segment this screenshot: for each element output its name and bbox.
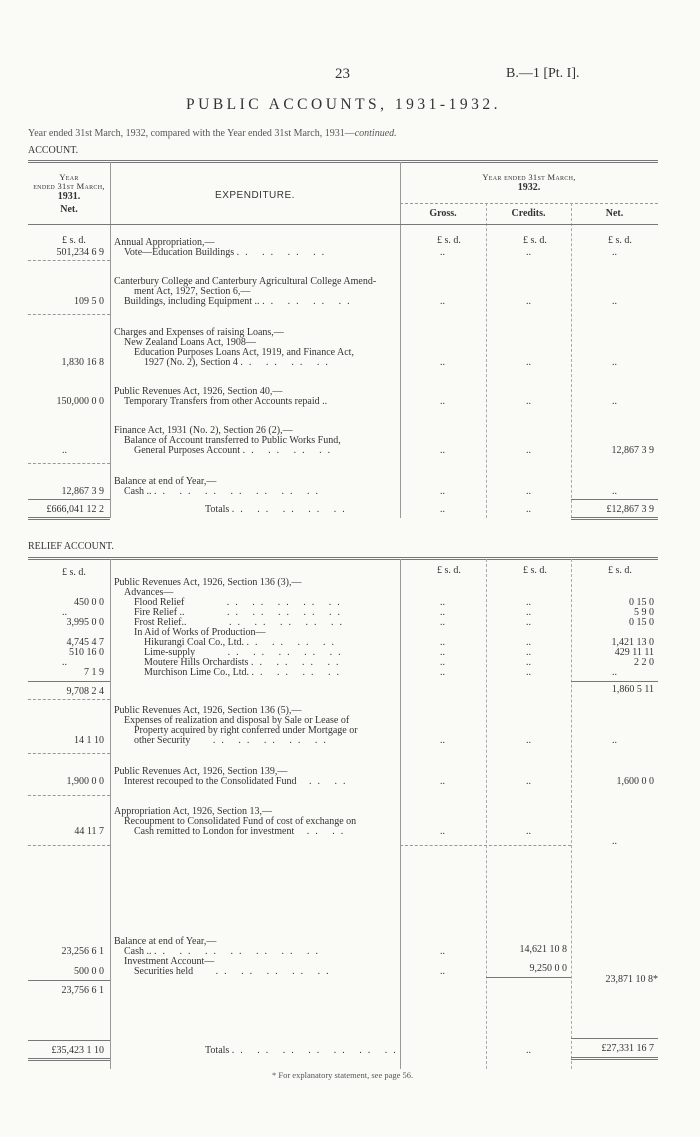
net-value: 23,871 10 8* — [605, 974, 658, 985]
subtotal-net: 1,860 5 11 — [611, 684, 654, 695]
entry-line: Buildings, including Equipment .. .. .. .. .. — [124, 296, 356, 307]
entry-heading: Public Revenues Act, 1926, Section 136 (5),— — [114, 705, 302, 716]
entry-label: other Security — [134, 735, 191, 746]
entry-label: Fire Relief .. — [134, 607, 185, 618]
prev-value: 3,995 0 0 — [66, 617, 104, 628]
entry-heading: Investment Account— — [124, 956, 215, 967]
entry-line: Vote—Education Buildings .. .. .. .. — [124, 247, 331, 258]
document-reference: B.—1 [Pt. I]. — [506, 66, 580, 81]
entry-heading: Property acquired by right conferred under Mortgage or — [134, 725, 358, 736]
entry-heading: Recoupment to Consolidated Fund of cost of exchange on — [124, 816, 357, 827]
net-value: 5 9 0 — [634, 607, 654, 618]
net-value: 2 2 0 — [634, 657, 654, 668]
entry-line: Interest recouped to the Consolidated Fund .. .. — [124, 776, 352, 787]
prev-value: .. — [62, 657, 67, 668]
prev-value: 510 16 0 — [69, 647, 104, 658]
entry-line: Cash .. .. .. .. .. .. .. .. — [124, 946, 324, 957]
net-value: 12,867 3 9 — [611, 445, 654, 456]
col-expenditure: EXPENDITURE. — [215, 190, 295, 201]
prev-value: 7 1 9 — [84, 667, 104, 678]
col-1931-label: Year — [59, 172, 79, 182]
subtitle-continued: continued. — [354, 128, 397, 139]
entry-label: Securities held — [134, 966, 194, 977]
entry-label: Buildings, including Equipment .. — [124, 296, 260, 307]
entry-heading: New Zealand Loans Act, 1908— — [124, 337, 256, 348]
prev-value: 109 5 0 — [74, 296, 104, 307]
entry-line: Hikurangi Coal Co., Ltd. .. .. .. .. — [144, 637, 340, 648]
entry-line: Moutere Hills Orchardists .. .. .. .. — [144, 657, 345, 668]
col-1931-year: 1931. — [57, 191, 81, 202]
net-value: 1,600 0 0 — [616, 776, 654, 787]
unit-header: £ s. d. — [608, 565, 632, 576]
col-credits: Credits. — [511, 208, 546, 219]
entry-label: Cash remitted to London for investment — [134, 826, 295, 837]
net-value: 1,421 13 0 — [611, 637, 654, 648]
net-value: 0 15 0 — [629, 617, 654, 628]
entry-label: Murchison Lime Co., Ltd. — [144, 667, 249, 678]
entry-label: Lime-supply — [144, 647, 196, 658]
entry-heading: Advances— — [124, 587, 174, 598]
page-title: PUBLIC ACCOUNTS, 1931-1932. — [186, 96, 501, 113]
entry-heading: ment Act, 1927, Section 6,— — [134, 286, 251, 297]
entry-label: Moutere Hills Orchardists — [144, 657, 249, 668]
entry-label: 1927 (No. 2), Section 4 — [144, 357, 238, 368]
unit-header: £ s. d. — [62, 567, 86, 578]
entry-heading: Balance at end of Year,— — [114, 936, 217, 947]
entry-line: Fire Relief .. .. .. .. .. .. — [134, 607, 347, 618]
prev-sum: 23,756 6 1 — [61, 985, 104, 996]
unit-header: £ s. d. — [523, 235, 547, 246]
entry-line: Cash .. .. .. .. .. .. .. .. — [124, 486, 324, 497]
footnote: * For explanatory statement, see page 56. — [272, 1070, 414, 1080]
entry-label: Flood Relief — [134, 597, 185, 608]
prev-value: 450 0 0 — [74, 597, 104, 608]
entry-line: Frost Relief.. .. .. .. .. .. — [134, 617, 348, 628]
subtitle — [28, 128, 397, 139]
prev-value: 4,745 4 7 — [66, 637, 104, 648]
total-prev: £666,041 12 2 — [46, 504, 104, 515]
page-number: 23 — [335, 66, 350, 82]
entry-label: Cash .. — [124, 946, 152, 957]
entry-label: General Purposes Account — [134, 445, 241, 456]
entry-heading: Public Revenues Act, 1926, Section 139,— — [114, 766, 288, 777]
entry-heading: Expenses of realization and disposal by Sale or Lease of — [124, 715, 350, 726]
prev-value: 23,256 6 1 — [61, 946, 104, 957]
prev-value: 44 11 7 — [74, 826, 104, 837]
col-gross: Gross. — [429, 208, 457, 219]
entry-label: Interest recouped to the Consolidated Fund — [124, 776, 297, 787]
unit-header: £ s. d. — [523, 565, 547, 576]
entry-heading: Education Purposes Loans Act, 1919, and Finance Act, — [134, 347, 354, 358]
prev-value: 12,867 3 9 — [61, 486, 104, 497]
totals-line: Totals .. .. .. .. .. — [205, 504, 351, 515]
totals-line: Totals .. .. .. .. .. .. .. — [205, 1045, 402, 1056]
prev-value: 500 0 0 — [74, 966, 104, 977]
credit-value: 9,250 0 0 — [529, 963, 567, 974]
entry-label: Frost Relief.. — [134, 617, 187, 628]
entry-heading: Canterbury College and Canterbury Agricultural College Amend- — [114, 276, 377, 287]
entry-line: Securities held .. .. .. .. .. — [134, 966, 335, 977]
entry-line: other Security .. .. .. .. .. — [134, 735, 332, 746]
prev-value: .. — [62, 607, 67, 618]
unit-header: £ s. d. — [608, 235, 632, 246]
subtitle-text: Year ended 31st March, 1932, compared with the Year ended 31st March, 1931— — [28, 128, 355, 139]
totals-label: Totals — [205, 1045, 230, 1056]
prev-value: 1,830 16 8 — [61, 357, 104, 368]
entry-heading: Charges and Expenses of raising Loans,— — [114, 327, 284, 338]
entry-line: Murchison Lime Co., Ltd. .. .. .. .. — [144, 667, 345, 678]
entry-label: Vote—Education Buildings — [124, 247, 235, 258]
entry-heading: Public Revenues Act, 1926, Section 40,— — [114, 386, 283, 397]
prev-value: .. — [62, 445, 67, 456]
net-value: 0 15 0 — [629, 597, 654, 608]
col-1932-year: 1932. — [517, 182, 541, 193]
entry-line: General Purposes Account .. .. .. .. — [134, 445, 337, 456]
col-net: Net. — [605, 208, 624, 219]
entry-heading: Balance of Account transferred to Public Works Fund, — [124, 435, 341, 446]
net-value: 429 11 11 — [614, 647, 654, 658]
prev-value: 14 1 10 — [74, 735, 104, 746]
entry-heading: In Aid of Works of Production— — [134, 627, 266, 638]
col-1931-net: Net. — [60, 204, 78, 215]
entry-heading: Annual Appropriation,— — [114, 237, 215, 248]
total-net: £27,331 16 7 — [601, 1043, 654, 1054]
entry-line: Lime-supply .. .. .. .. .. — [144, 647, 347, 658]
entry-label: Cash .. — [124, 486, 152, 497]
entry-heading: Finance Act, 1931 (No. 2), Section 26 (2),— — [114, 425, 293, 436]
unit-header: £ s. d. — [437, 565, 461, 576]
credit-value: 14,621 10 8 — [519, 944, 567, 955]
prev-value: 1,900 0 0 — [66, 776, 104, 787]
entry-label: Temporary Transfers from other Accounts repaid .. — [124, 396, 328, 407]
prev-value: 501,234 6 9 — [56, 247, 104, 258]
prev-value: 150,000 0 0 — [56, 396, 104, 407]
total-net: £12,867 3 9 — [606, 504, 654, 515]
unit-header: £ s. d. — [437, 235, 461, 246]
totals-label: Totals — [205, 504, 230, 515]
subtotal-prev: 9,708 2 4 — [66, 686, 104, 697]
section-heading-relief: RELIEF ACCOUNT. — [28, 541, 114, 552]
col-1932-label: Year ended 31st March, — [482, 172, 576, 182]
col-1931-label-2: ended 31st March, — [33, 181, 105, 191]
entry-heading: Balance at end of Year,— — [114, 476, 217, 487]
entry-label: Hikurangi Coal Co., Ltd. — [144, 637, 244, 648]
entry-line: 1927 (No. 2), Section 4 .. .. .. .. — [144, 357, 334, 368]
entry-line: Flood Relief .. .. .. .. .. — [134, 597, 346, 608]
net-value: .. — [612, 667, 617, 678]
section-heading-account: ACCOUNT. — [28, 145, 79, 156]
total-prev: £35,423 1 10 — [51, 1045, 104, 1056]
entry-line: Cash remitted to London for investment .. .. — [134, 826, 350, 837]
unit-header: £ s. d. — [62, 235, 86, 246]
entry-heading: Public Revenues Act, 1926, Section 136 (3),— — [114, 577, 302, 588]
entry-heading: Appropriation Act, 1926, Section 13,— — [114, 806, 273, 817]
